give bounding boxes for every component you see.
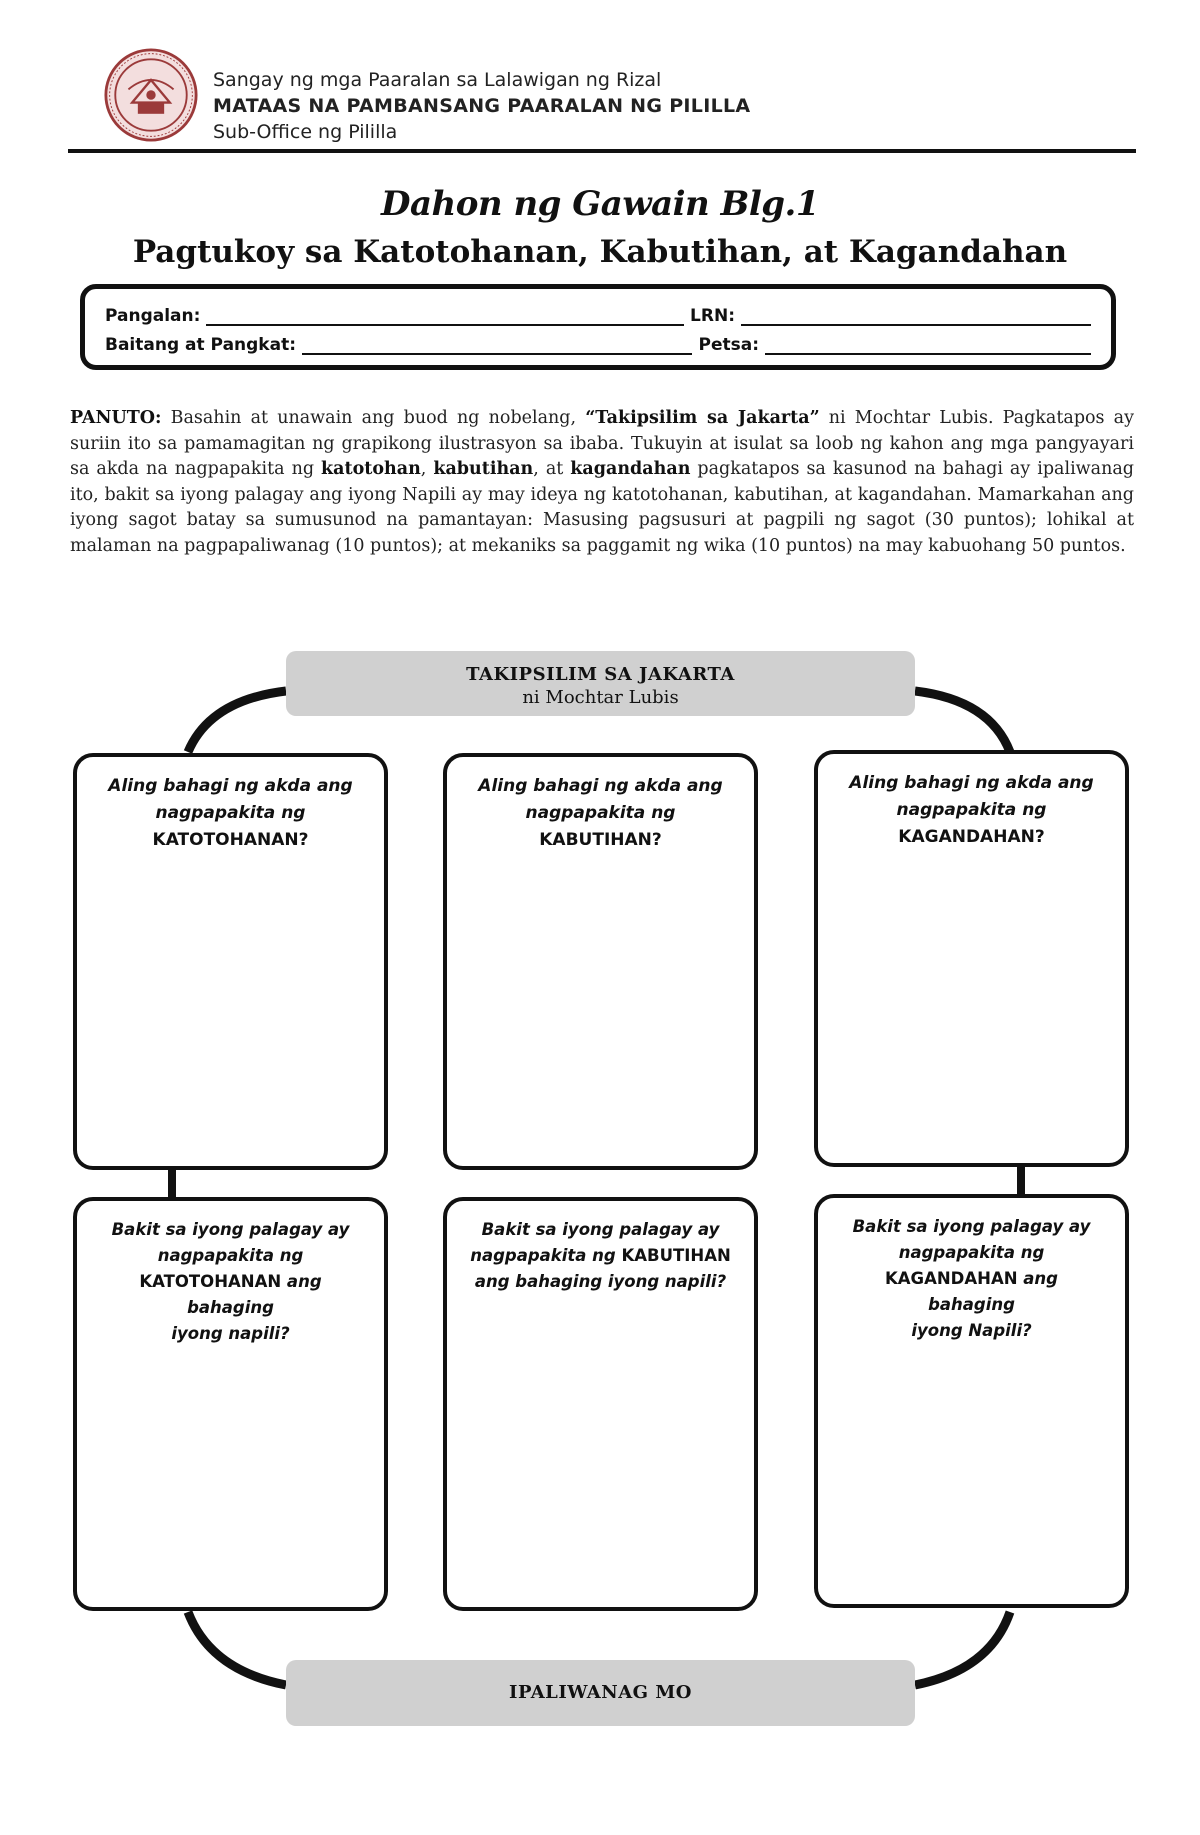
question-line: Aling bahagi ng akda ang bbox=[478, 776, 723, 796]
explain-banner bbox=[286, 1660, 915, 1726]
explain-title: IPALIWANAG MO bbox=[509, 1682, 692, 1703]
explain-line: nagpapakita ng bbox=[157, 1246, 304, 1265]
explain-keyword: KABUTIHAN bbox=[621, 1246, 731, 1265]
explain-line: ang bahaging bbox=[928, 1269, 1058, 1314]
connector-arc-bottom-left bbox=[188, 1612, 286, 1685]
novel-title: “Takipsilim sa Jakarta” bbox=[585, 408, 820, 428]
question-keyword: KABUTIHAN? bbox=[539, 830, 662, 850]
explain-keyword: KATOTOHANAN bbox=[139, 1272, 282, 1291]
panuto-comma-2: , at bbox=[533, 459, 571, 479]
explain-line: iyong napili? bbox=[171, 1324, 290, 1343]
question-keyword: KAGANDAHAN? bbox=[898, 827, 1045, 847]
activity-title: Dahon ng Gawain Blg.1 bbox=[380, 184, 820, 224]
lrn-label: LRN: bbox=[690, 306, 735, 326]
pangalan-label: Pangalan: bbox=[105, 306, 201, 326]
banner-author: ni Mochtar Lubis bbox=[522, 687, 679, 708]
explain-line: Bakit sa iyong palagay ay bbox=[852, 1217, 1091, 1236]
novel-title-banner bbox=[286, 651, 915, 716]
question-line: nagpapakita ng bbox=[525, 803, 676, 823]
division-name: Sangay ng mga Paaralan sa Lalawigan ng Rizal bbox=[213, 69, 662, 91]
katotohanan-explain-box[interactable] bbox=[73, 1197, 388, 1611]
keyword-kabutihan: kabutihan bbox=[433, 459, 534, 479]
explain-line: nagpapakita ng bbox=[470, 1246, 622, 1265]
kabutihan-answer-box[interactable] bbox=[443, 753, 758, 1170]
connector-arc-top-left bbox=[188, 691, 286, 752]
panuto-comma-1: , bbox=[420, 459, 434, 479]
question-line: nagpapakita ng bbox=[155, 803, 306, 823]
question-keyword: KATOTOHANAN? bbox=[152, 830, 309, 850]
kabutihan-explain-box[interactable] bbox=[443, 1197, 758, 1611]
explain-line: Bakit sa iyong palagay ay bbox=[481, 1220, 720, 1239]
question-line: nagpapakita ng bbox=[896, 800, 1047, 820]
school-name: MATAAS NA PAMBANSANG PAARALAN NG PILILLA bbox=[213, 95, 751, 117]
sub-office-name: Sub-Office ng Pililla bbox=[213, 121, 398, 143]
banner-title: TAKIPSILIM SA JAKARTA bbox=[466, 664, 735, 685]
keyword-katotohan: katotohan bbox=[321, 459, 421, 479]
connector-arc-bottom-right bbox=[915, 1612, 1010, 1685]
explain-line: ang bahaging bbox=[187, 1272, 322, 1317]
kagandahan-answer-box[interactable] bbox=[814, 750, 1129, 1167]
explain-line: Bakit sa iyong palagay ay bbox=[111, 1220, 350, 1239]
question-line: Aling bahagi ng akda ang bbox=[108, 776, 353, 796]
katotohanan-answer-box[interactable] bbox=[73, 753, 388, 1170]
connector-arc-top-right bbox=[915, 691, 1010, 752]
panuto-text-2: ni Mochtar Lubis. Pagkatapos ay suriin ito sa pamamagitan ng grapikong ilustrasyon sa ibaba. Tukuyin at isulat sa loob ng kahon ang mga pangyayari sa akda na nagpapakita ng bbox=[70, 408, 1134, 479]
keyword-kagandahan: kagandahan bbox=[570, 459, 691, 479]
explain-line: nagpapakita ng bbox=[898, 1243, 1045, 1262]
kagandahan-explain-box[interactable] bbox=[814, 1194, 1129, 1608]
explain-keyword: KAGANDAHAN bbox=[885, 1269, 1018, 1288]
baitang-label: Baitang at Pangkat: bbox=[105, 335, 297, 355]
question-line: Aling bahagi ng akda ang bbox=[849, 773, 1094, 793]
page-title: Pagtukoy sa Katotohanan, Kabutihan, at Kagandahan bbox=[132, 234, 1068, 270]
petsa-label: Petsa: bbox=[698, 335, 759, 355]
panuto-label: PANUTO: bbox=[70, 408, 162, 428]
panuto-text-1: Basahin at unawain ang buod ng nobelang, bbox=[161, 408, 586, 428]
explain-line: ang bahaging iyong napili? bbox=[474, 1272, 727, 1291]
explain-line: iyong Napili? bbox=[911, 1321, 1032, 1340]
panuto-text-3: pagkatapos sa kasunod na bahagi ay ipaliwanag ito, bakit sa iyong palagay ang iyong Napili ay may ideya ng katotohanan, kabutihan, at kagandahan. Mamarkahan ang iyong sagot batay sa sumusunod na pamantayan: Masusing pagsusuri at pagpili ng sagot (30 puntos); lohikal at malaman na pagpapaliwanag (10 puntos); at mekaniks sa paggamit ng wika (10 puntos) na may kabuohang 50 puntos. bbox=[70, 459, 1134, 556]
